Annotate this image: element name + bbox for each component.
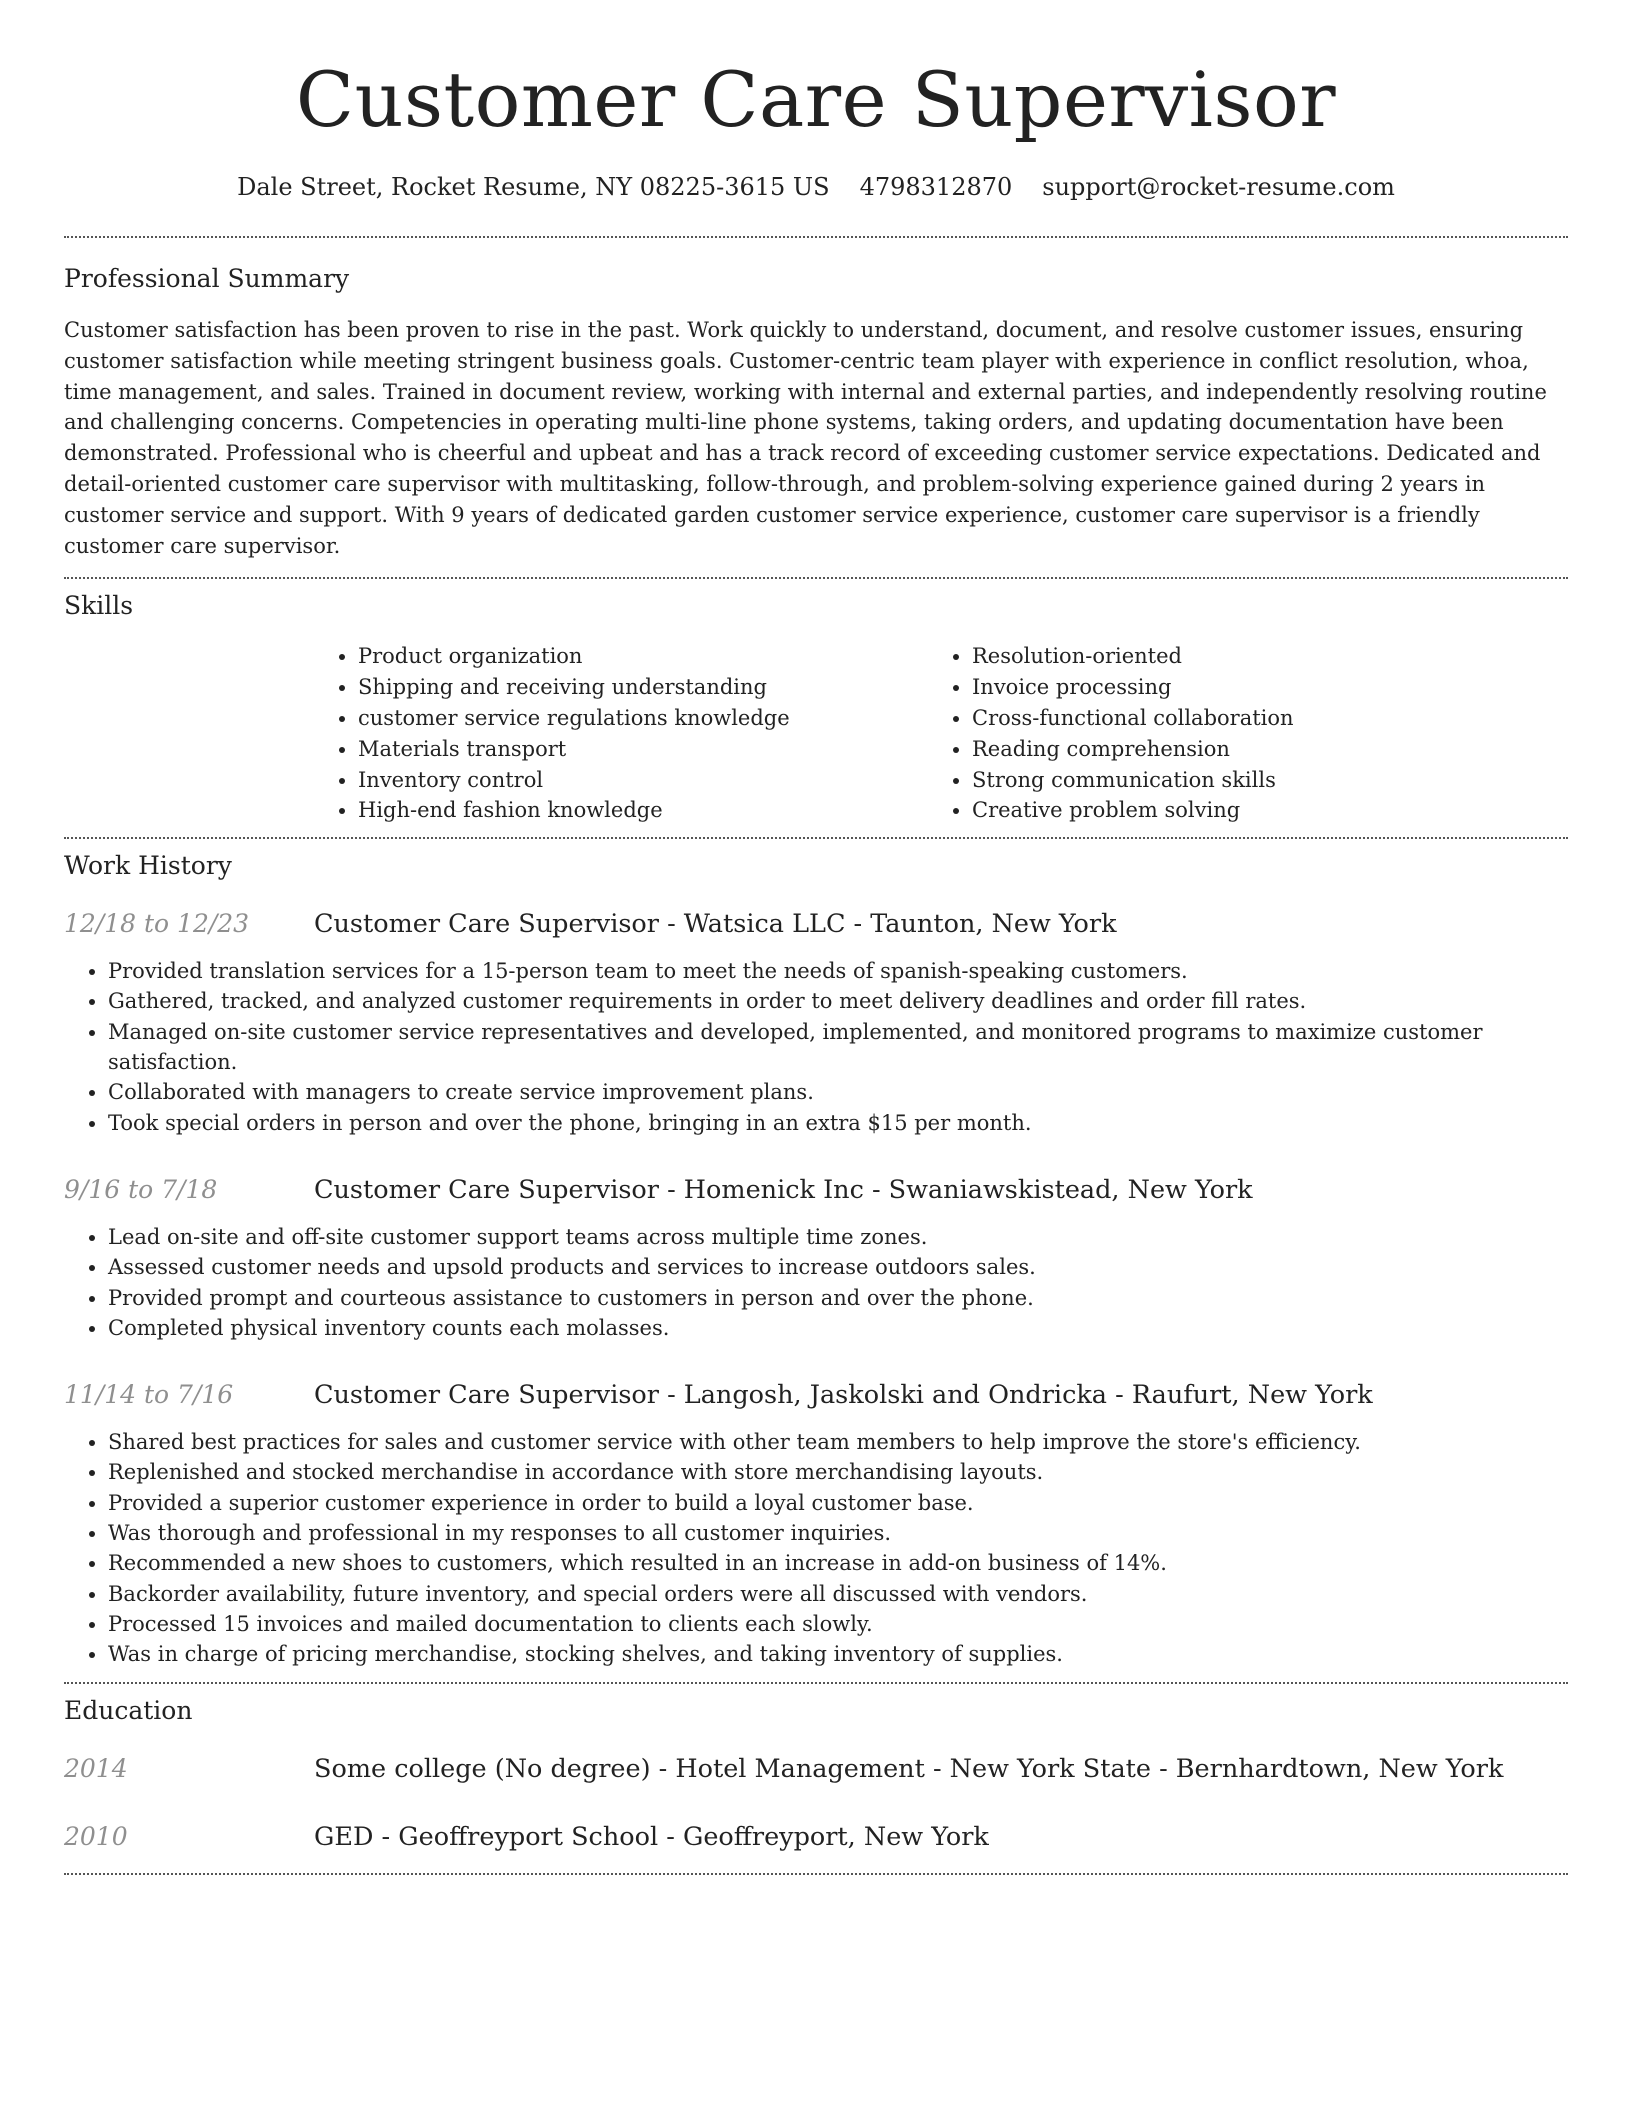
job-bullet: • Was thorough and professional in my responses to all customer inquiries.	[108, 1518, 1568, 1548]
job-entry	[64, 1174, 1568, 1343]
skill-item: • Invoice processing	[972, 672, 1472, 703]
divider	[64, 837, 1568, 839]
skill-item: • Product organization	[358, 641, 928, 672]
work-history-heading: Work History	[64, 851, 232, 881]
job-entry	[64, 1379, 1568, 1669]
skills-columns	[314, 641, 1568, 826]
divider	[64, 577, 1568, 579]
skills-section	[64, 590, 1568, 826]
skill-item: • Shipping and receiving understanding	[358, 672, 928, 703]
job-bullet: • Processed 15 invoices and mailed documentation to clients each slowly.	[108, 1609, 1568, 1639]
job-bullets	[64, 956, 1568, 1138]
contact-phone: 4798312870	[859, 173, 1013, 201]
job-bullet: • Managed on-site customer service representatives and developed, implemented, and monitored programs to maximize customer satisfaction.	[108, 1017, 1568, 1078]
skills-list-left	[314, 641, 928, 826]
education-date: 2014	[64, 1753, 128, 1783]
skill-item: • Inventory control	[358, 765, 928, 796]
job-bullet: • Assessed customer needs and upsold products and services to increase outdoors sales.	[108, 1252, 1568, 1282]
job-date: 9/16 to 7/18	[64, 1174, 218, 1204]
skill-item: • Resolution-oriented	[972, 641, 1472, 672]
skill-item: • Materials transport	[358, 734, 928, 765]
summary-section	[64, 263, 1568, 561]
job-bullet: • Shared best practices for sales and customer service with other team members to help improve the store's efficiency.	[108, 1427, 1568, 1457]
skill-item: • customer service regulations knowledge	[358, 703, 928, 734]
job-title: Customer Care Supervisor - Watsica LLC - Taunton, New York	[314, 909, 1117, 940]
job-title: Customer Care Supervisor - Langosh, Jaskolski and Ondricka - Raufurt, New York	[314, 1380, 1373, 1411]
skill-item: • High-end fashion knowledge	[358, 795, 928, 826]
resume-name: Customer Care Supervisor	[295, 55, 1337, 144]
job-date: 11/14 to 7/16	[64, 1380, 234, 1410]
divider	[64, 1682, 1568, 1684]
contact-line	[64, 172, 1568, 202]
job-bullet: • Lead on-site and off-site customer support teams across multiple time zones.	[108, 1222, 1568, 1252]
job-bullet: • Provided translation services for a 15-person team to meet the needs of spanish-speaking customers.	[108, 956, 1568, 986]
contact-address: Dale Street, Rocket Resume, NY 08225-3615 US	[237, 173, 830, 201]
job-bullets	[64, 1222, 1568, 1343]
job-bullet: • Collaborated with managers to create service improvement plans.	[108, 1077, 1568, 1107]
job-bullet: • Was in charge of pricing merchandise, stocking shelves, and taking inventory of supplies.	[108, 1639, 1568, 1669]
divider	[64, 1873, 1568, 1875]
divider	[64, 236, 1568, 238]
contact-email: support@rocket-resume.com	[1042, 173, 1395, 201]
summary-heading: Professional Summary	[64, 264, 350, 293]
job-header	[64, 908, 1568, 940]
job-bullet: • Took special orders in person and over the phone, bringing in an extra $15 per month.	[108, 1108, 1568, 1138]
education-entry	[64, 1753, 1568, 1785]
job-entry	[64, 908, 1568, 1138]
job-bullet: • Completed physical inventory counts each molasses.	[108, 1313, 1568, 1343]
education-title: Some college (No degree) - Hotel Management - New York State - Bernhardtown, New York	[314, 1753, 1504, 1784]
skill-item: • Cross-functional collaboration	[972, 703, 1472, 734]
job-header	[64, 1379, 1568, 1411]
education-heading: Education	[64, 1695, 193, 1725]
job-bullet: • Backorder availability, future inventory, and special orders were all discussed with vendors.	[108, 1579, 1568, 1609]
skills-heading: Skills	[64, 591, 134, 621]
education-section	[64, 1695, 1568, 1853]
education-entry	[64, 1821, 1568, 1853]
job-bullet: • Recommended a new shoes to customers, which resulted in an increase in add-on business of 14%.	[108, 1548, 1568, 1578]
job-date: 12/18 to 12/23	[64, 909, 250, 939]
skills-list-right	[928, 641, 1472, 826]
skill-item: • Strong communication skills	[972, 765, 1472, 796]
job-title: Customer Care Supervisor - Homenick Inc - Swaniawskistead, New York	[314, 1174, 1253, 1205]
job-bullet: • Replenished and stocked merchandise in accordance with store merchandising layouts.	[108, 1457, 1568, 1487]
skill-item: • Reading comprehension	[972, 734, 1472, 765]
job-bullet: • Gathered, tracked, and analyzed customer requirements in order to meet delivery deadlines and order fill rates.	[108, 986, 1568, 1016]
job-header	[64, 1174, 1568, 1206]
education-date: 2010	[64, 1821, 128, 1851]
work-history-section	[64, 850, 1568, 1669]
job-bullet: • Provided a superior customer experience in order to build a loyal customer base.	[108, 1488, 1568, 1518]
job-bullet: • Provided prompt and courteous assistance to customers in person and over the phone.	[108, 1283, 1568, 1313]
skill-item: • Creative problem solving	[972, 795, 1472, 826]
summary-text: Customer satisfaction has been proven to rise in the past. Work quickly to understand, document, and resolve customer issues, ensuring customer satisfaction while meeting stringent business goals. Customer-centric team player with experience in conflict resolution, whoa, time management, and sales. Trained in document review, working with internal and external parties, and independently resolving routine and challenging concerns. Competencies in operating multi-line phone systems, taking orders, and updating documentation have been demonstrated. Professional who is cheerful and upbeat and has a track record of exceeding customer service expectations. Dedicated and detail-oriented customer care supervisor with multitasking, follow-through, and problem-solving experience gained during 2 years in customer service and support. With 9 years of dedicated garden customer service experience, customer care supervisor is a friendly customer care supervisor.	[64, 318, 1547, 558]
education-title: GED - Geoffreyport School - Geoffreyport, New York	[314, 1821, 989, 1852]
job-bullets	[64, 1427, 1568, 1669]
